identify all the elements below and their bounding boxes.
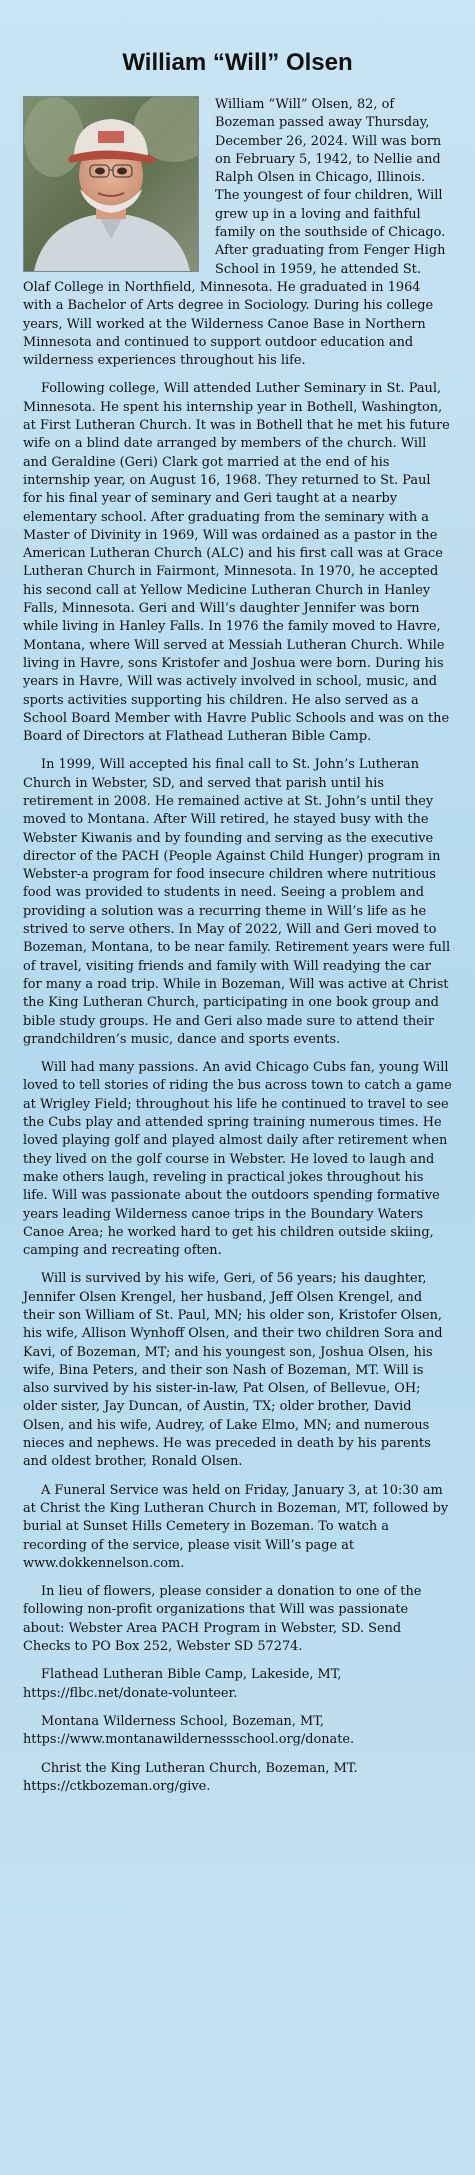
obituary-title: William “Will” Olsen: [122, 49, 353, 76]
paragraph: Will had many passions. An avid Chicago Cubs fan, young Will loved to tell stories of riding the bus across town to catch a game at Wrigley Field; throughout his life he continued to travel to see the Cubs play and attended spring training numerous times. He loved playing golf and played almost daily after retirement when they lived on the golf course in Webster. He loved to laugh and make others laugh, reveling in practical jokes throughout his life. Will was passionate about the outdoors spending formative years leading Wilderness canoe trips in the Boundary Waters Canoe Area; he worked hard to get his children outside skiing, camping and recreating often.: [23, 1060, 452, 1259]
donation-link-paragraph: Montana Wilderness School, Bozeman, MT, https://www.montanawildernessschool.org/donate.: [23, 1713, 355, 1748]
portrait-photo: [23, 96, 199, 272]
paragraph: Will is survived by his wife, Geri, of 56 years; his daughter, Jennifer Olsen Krengel, her husband, Jeff Olsen Krengel, and their son William of St. Paul, MN; his older son, Kristofer Olsen, his wife, Allison Wynhoff Olsen, and their two children Sora and Kavi, of Bozeman, MT; and his youngest son, Joshua Olsen, his wife, Bina Peters, and their son Nash of Bozeman, MT. Will is also survived by his sister-in-law, Pat Olsen, of Bellevue, OH; older sister, Jay Duncan, of Austin, TX; older brother, David Olsen, and his wife, Audrey, of Lake Elmo, MN; and numerous nieces and nephews. He was preceded in death by his parents and oldest brother, Ronald Olsen.: [23, 1271, 443, 1470]
donation-link-paragraph: Christ the King Lutheran Church, Bozeman, MT. https://ctkbozeman.org/give.: [23, 1760, 358, 1794]
paragraph: In 1999, Will accepted his final call to St. John’s Lutheran Church in Webster, SD, and served that parish until his retirement in 2008. He remained active at St. John’s until they moved to Montana. After Will retired, he stayed busy with the Webster Kiwanis and by founding and serving as the executive director of the PACH (People Against Child Hunger) program in Webster-a program for food insecure children where nutritious food was provided to students in need. Seeing a problem and providing a solution was a recurring theme in Will’s life as he strived to serve others. In May of 2022, Will and Geri moved to Bozeman, Montana, to be near family. Retirement years were full of travel, visiting friends and family with Will readying the car for many a road trip. While in Bozeman, Will was active at Christ the King Lutheran Church, participating in one book group and bible study groups. He and Geri also made sure to attend their grandchildren’s music, dance and sports events.: [23, 757, 451, 1047]
paragraph: Following college, Will attended Luther Seminary in St. Paul, Minnesota. He spent his internship year in Bothell, Washington, at First Lutheran Church. It was in Bothell that he met his future wife on a blind date arranged by members of the church. Will and Geraldine (Geri) Clark got married at the end of his internship year, on August 16, 1968. They returned to St. Paul for his final year of seminary and Geri taught at a nearby elementary school. After graduating from the seminary with a Master of Divinity in 1969, Will was ordained as a pastor in the American Lutheran Church (ALC) and his first call was at Grace Lutheran Church in Fairmont, Minnesota. In 1970, he accepted his second call at Yellow Medicine Lutheran Church in Hanley Falls, Minnesota. Geri and Will’s daughter Jennifer was born while living in Hanley Falls. In 1976 the family moved to Havre, Montana, where Will served at Messiah Lutheran Church. While living in Havre, sons Kristofer and Joshua were born. During his years in Havre, Will was actively involved in school, music, and sports activities supporting his children. He also served as a School Board Member with Havre Public Schools and was on the Board of Directors at Flathead Lutheran Bible Camp.: [23, 381, 450, 745]
paragraph: In lieu of flowers, please consider a donation to one of the following non-profit organizations that Will was passionate about: Webster Area PACH Program in Webster, SD. Send Checks to PO Box 252, Webster SD 57274.: [23, 1584, 422, 1655]
paragraph: William “Will” Olsen, 82, of Bozeman passed away Thursday, December 26, 2024. Will was born on February 5, 1942, to Nellie and Ralph Olsen in Chicago, Illinois. The youngest of four children, Will grew up in a loving and faithful family on the southside of Chicago. After graduating from Fenger High School in 1959, he attended St. Olaf College in Northfield, Minnesota. He graduated in 1964 with a Bachelor of Arts degree in Sociology. During his college years, Will worked at the Wilderness Canoe Base in Northern Minnesota and continued to support outdoor education and wilderness experiences throughout his life.: [23, 97, 446, 369]
donation-link-paragraph: Flathead Lutheran Bible Camp, Lakeside, MT, https://flbc.net/donate-volunteer.: [23, 1667, 342, 1701]
portrait-image: [24, 97, 198, 271]
paragraph: A Funeral Service was held on Friday, January 3, at 10:30 am at Christ the King Lutheran Church in Bozeman, MT, followed by burial at Sunset Hills Cemetery in Bozeman. To watch a recording of the service, please visit Will’s page at www.dokkennelson.com.: [23, 1482, 449, 1571]
obituary-body: [23, 96, 452, 1796]
